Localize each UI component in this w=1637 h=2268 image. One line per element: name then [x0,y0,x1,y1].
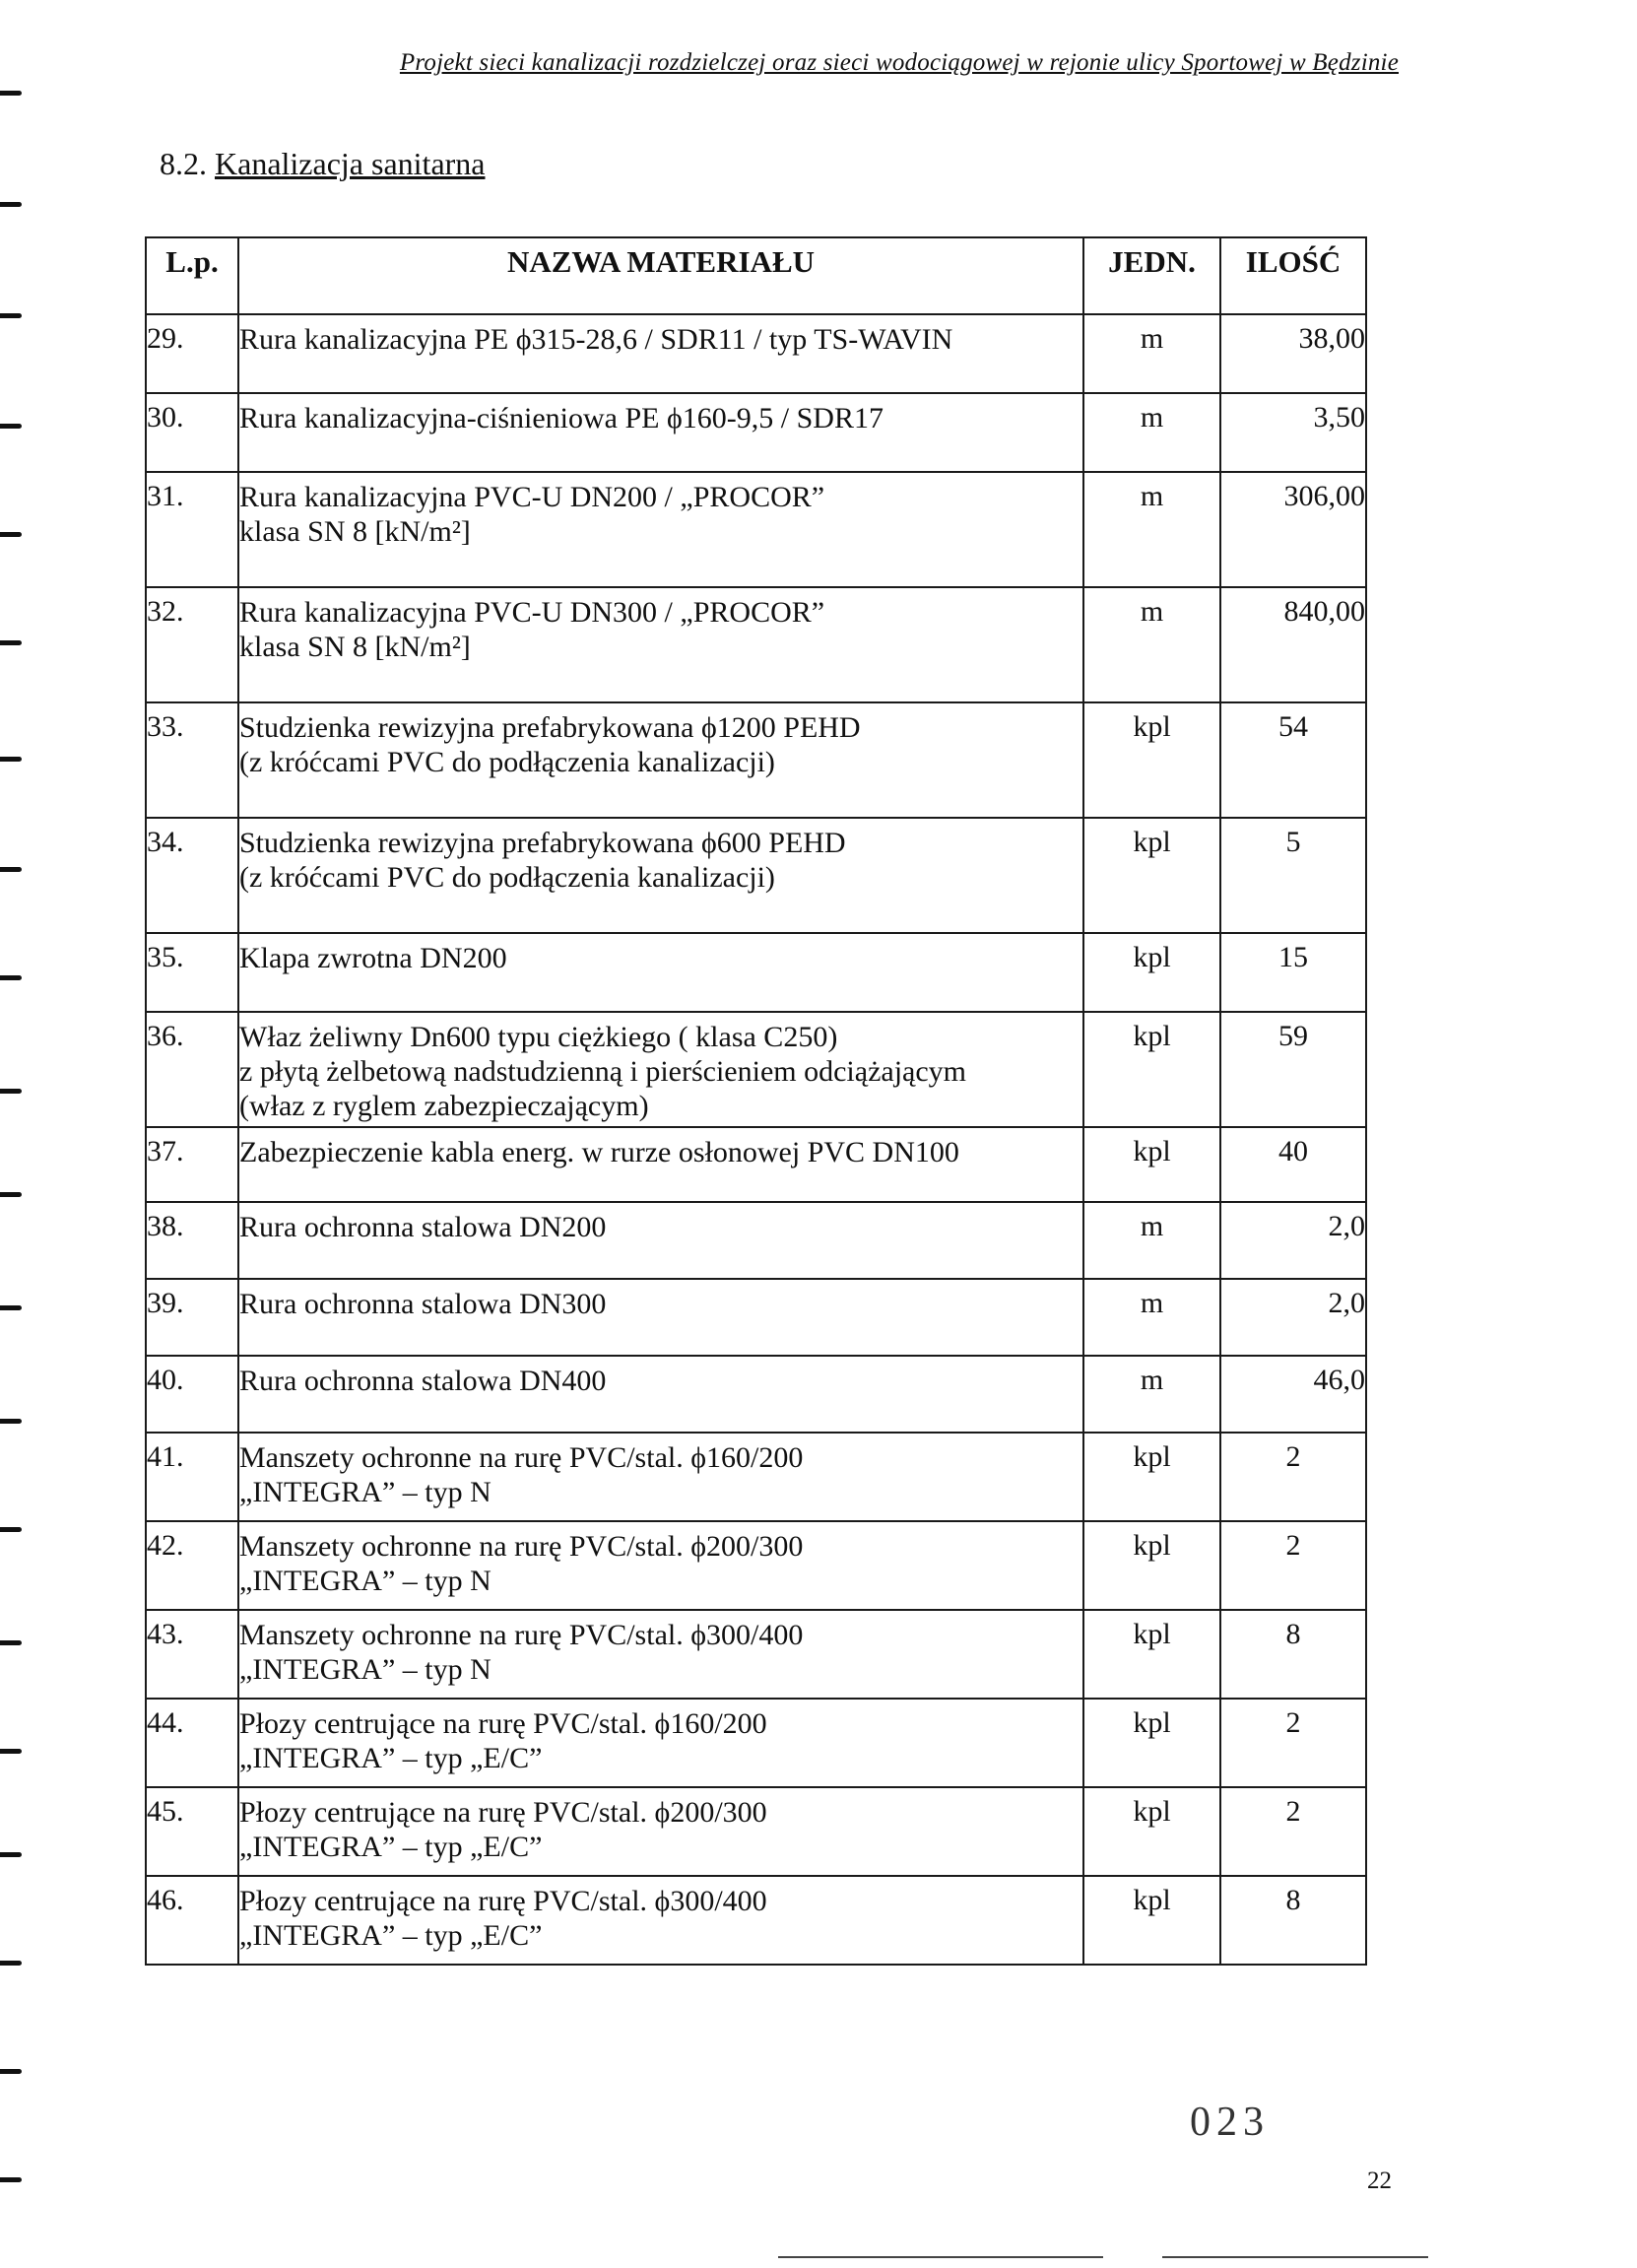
row-material-name [238,818,1083,933]
row-unit: kpl [1083,1610,1220,1699]
margin-mark [0,1640,22,1645]
row-material-name [238,1202,1083,1279]
row-material-name [238,587,1083,702]
margin-mark [0,1089,22,1094]
header-name: NAZWA MATERIAŁU [238,237,1083,314]
table-row [146,587,1366,702]
margin-mark [0,757,22,762]
row-quantity: 54 [1220,702,1366,818]
row-unit: kpl [1083,1876,1220,1965]
row-unit: m [1083,314,1220,393]
table-row [146,1610,1366,1699]
row-quantity: 2 [1220,1433,1366,1521]
material-name-line: Rura kanalizacyjna PVC-U DN200 / „PROCOR” [239,481,825,513]
row-material-name [238,393,1083,472]
footer-rule [778,2256,1103,2258]
margin-mark [0,1961,22,1966]
table-body [146,314,1366,1965]
row-material-name [238,1433,1083,1521]
row-lp: 29. [146,314,238,393]
row-material-name [238,1521,1083,1610]
header-lp: L.p. [146,237,238,314]
row-unit: kpl [1083,1012,1220,1127]
material-name-line: „INTEGRA” – typ N [239,1653,491,1686]
row-lp: 42. [146,1521,238,1610]
table-row [146,702,1366,818]
section-heading [160,146,486,182]
row-material-name [238,1356,1083,1433]
material-name-line: Płozy centrujące na rurę PVC/stal. ϕ300/400 [239,1885,767,1917]
row-lp: 31. [146,472,238,587]
row-quantity: 840,00 [1220,587,1366,702]
row-quantity: 306,00 [1220,472,1366,587]
material-name-line: Płozy centrujące na rurę PVC/stal. ϕ160/200 [239,1707,767,1740]
margin-mark [0,1419,22,1424]
row-lp: 38. [146,1202,238,1279]
header-unit: JEDN. [1083,237,1220,314]
table-row [146,1876,1366,1965]
row-material-name [238,472,1083,587]
material-name-line: Rura kanalizacyjna PVC-U DN300 / „PROCOR” [239,596,825,629]
margin-mark [0,1192,22,1197]
material-name-line: Płozy centrujące na rurę PVC/stal. ϕ200/300 [239,1796,767,1829]
margin-mark [0,867,22,872]
row-quantity: 8 [1220,1610,1366,1699]
materials-table [145,236,1367,1966]
table-header-row [146,237,1366,314]
table-row [146,933,1366,1012]
material-name-line: Manszety ochronne na rurę PVC/stal. ϕ160/200 [239,1441,804,1474]
row-lp: 44. [146,1699,238,1787]
material-name-line: Studzienka rewizyjna prefabrykowana ϕ600 PEHD [239,827,846,859]
table-row [146,1521,1366,1610]
row-lp: 43. [146,1610,238,1699]
section-title: Kanalizacja sanitarna [215,146,486,181]
material-name-line: Rura ochronna stalowa DN300 [239,1288,607,1320]
row-material-name [238,702,1083,818]
row-unit: m [1083,393,1220,472]
row-quantity: 8 [1220,1876,1366,1965]
row-quantity: 38,00 [1220,314,1366,393]
row-quantity: 2,0 [1220,1202,1366,1279]
material-name-line: Właz żeliwny Dn600 typu ciężkiego ( klasa C250) [239,1021,838,1053]
row-lp: 30. [146,393,238,472]
material-name-line: (z króćcami PVC do podłączenia kanalizacji) [239,861,775,894]
material-name-line: Manszety ochronne na rurę PVC/stal. ϕ300/400 [239,1619,804,1651]
row-unit: kpl [1083,1433,1220,1521]
table-row [146,393,1366,472]
row-quantity: 2 [1220,1699,1366,1787]
table-row [146,1279,1366,1356]
material-name-line: „INTEGRA” – typ N [239,1565,491,1597]
margin-mark [0,1527,22,1532]
margin-mark [0,1749,22,1754]
table-row [146,1433,1366,1521]
row-lp: 35. [146,933,238,1012]
table-row [146,1356,1366,1433]
row-lp: 46. [146,1876,238,1965]
material-name-line: Klapa zwrotna DN200 [239,942,507,974]
margin-mark [0,424,22,429]
row-lp: 32. [146,587,238,702]
row-unit: kpl [1083,818,1220,933]
table-row [146,472,1366,587]
row-unit: kpl [1083,702,1220,818]
material-name-line: Rura ochronna stalowa DN200 [239,1211,607,1243]
margin-mark [0,202,22,207]
material-name-line: Studzienka rewizyjna prefabrykowana ϕ1200 PEHD [239,711,861,744]
row-unit: m [1083,1202,1220,1279]
row-material-name [238,933,1083,1012]
row-quantity: 46,0 [1220,1356,1366,1433]
row-unit: m [1083,1356,1220,1433]
row-quantity: 3,50 [1220,393,1366,472]
page-number: 22 [1367,2168,1392,2194]
row-lp: 37. [146,1127,238,1202]
row-material-name [238,1012,1083,1127]
document-header: Projekt sieci kanalizacji rozdzielczej oraz sieci wodociągowej w rejonie ulicy Sportowej w Będzinie [399,49,1399,76]
row-unit: m [1083,1279,1220,1356]
material-name-line: Manszety ochronne na rurę PVC/stal. ϕ200/300 [239,1530,804,1563]
material-name-line: Zabezpieczenie kabla energ. w rurze osłonowej PVC DN100 [239,1136,959,1168]
footer-rule [1162,2256,1428,2258]
margin-mark [0,640,22,645]
row-unit: kpl [1083,1699,1220,1787]
margin-mark [0,2069,22,2074]
row-unit: kpl [1083,1521,1220,1610]
row-material-name [238,1279,1083,1356]
material-name-line: Rura kanalizacyjna PE ϕ315-28,6 / SDR11 / typ TS-WAVIN [239,323,953,356]
stamp-number: 023 [1190,2100,1270,2145]
margin-mark [0,91,22,96]
material-name-line: (właz z ryglem zabezpieczającym) [239,1090,649,1122]
row-lp: 40. [146,1356,238,1433]
row-unit: kpl [1083,1127,1220,1202]
margin-mark [0,2177,22,2182]
row-quantity: 15 [1220,933,1366,1012]
margin-mark [0,532,22,537]
table-row [146,1202,1366,1279]
margin-mark [0,975,22,980]
material-name-line: Rura ochronna stalowa DN400 [239,1365,607,1397]
row-unit: m [1083,587,1220,702]
row-quantity: 59 [1220,1012,1366,1127]
table-row [146,818,1366,933]
row-lp: 33. [146,702,238,818]
row-quantity: 5 [1220,818,1366,933]
material-name-line: „INTEGRA” – typ „E/C” [239,1919,543,1952]
material-name-line: (z króćcami PVC do podłączenia kanalizacji) [239,746,775,778]
row-quantity: 40 [1220,1127,1366,1202]
table-row [146,1699,1366,1787]
row-unit: m [1083,472,1220,587]
table-row [146,1787,1366,1876]
margin-mark [0,313,22,318]
row-material-name [238,1127,1083,1202]
row-lp: 36. [146,1012,238,1127]
table-row [146,1012,1366,1127]
row-material-name [238,314,1083,393]
row-lp: 34. [146,818,238,933]
row-unit: kpl [1083,1787,1220,1876]
row-material-name [238,1610,1083,1699]
row-lp: 45. [146,1787,238,1876]
margin-mark [0,1305,22,1310]
row-quantity: 2 [1220,1787,1366,1876]
material-name-line: „INTEGRA” – typ „E/C” [239,1742,543,1774]
table-row [146,1127,1366,1202]
table-row [146,314,1366,393]
material-name-line: „INTEGRA” – typ N [239,1476,491,1508]
row-material-name [238,1876,1083,1965]
row-lp: 41. [146,1433,238,1521]
material-name-line: „INTEGRA” – typ „E/C” [239,1831,543,1863]
margin-mark [0,1852,22,1857]
material-name-line: klasa SN 8 [kN/m²] [239,631,471,663]
row-material-name [238,1787,1083,1876]
material-name-line: Rura kanalizacyjna-ciśnieniowa PE ϕ160-9,5 / SDR17 [239,402,884,434]
header-qty: ILOŚĆ [1220,237,1366,314]
row-lp: 39. [146,1279,238,1356]
section-number: 8.2. [160,146,207,181]
row-material-name [238,1699,1083,1787]
row-quantity: 2 [1220,1521,1366,1610]
row-unit: kpl [1083,933,1220,1012]
row-quantity: 2,0 [1220,1279,1366,1356]
material-name-line: z płytą żelbetową nadstudzienną i pierścieniem odciążającym [239,1055,967,1088]
material-name-line: klasa SN 8 [kN/m²] [239,515,471,548]
